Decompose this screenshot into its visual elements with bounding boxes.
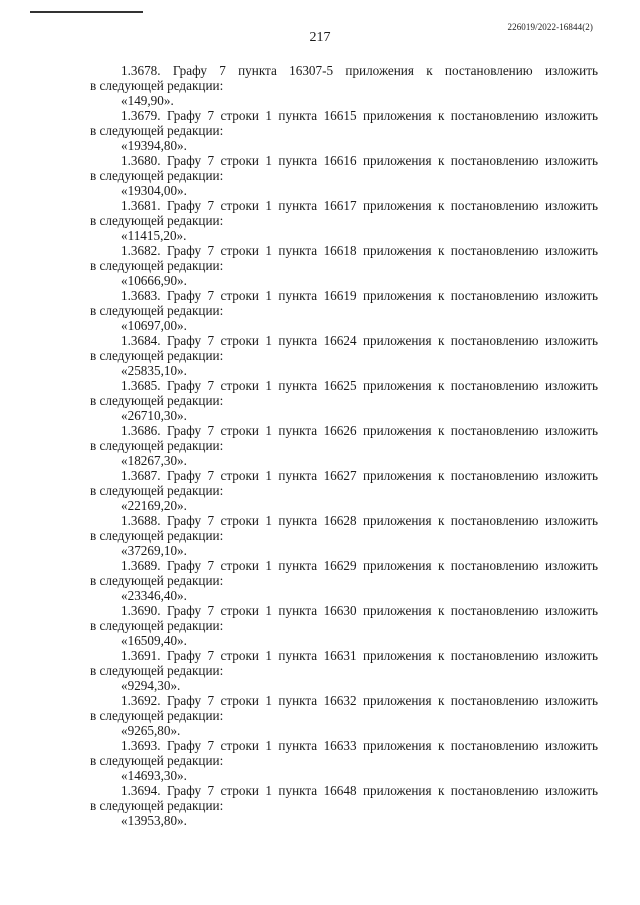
amendment-item [90, 693, 598, 738]
amendment-item [90, 333, 598, 378]
amendment-number: 1.3678. [121, 63, 161, 78]
amendment-item [90, 153, 598, 198]
amendment-text [90, 783, 598, 798]
amendment-item [90, 648, 598, 693]
amendment-continuation: в следующей редакции: [90, 753, 224, 768]
amendment-item [90, 63, 598, 108]
amendment-text [90, 423, 598, 438]
amendment-text [90, 243, 598, 258]
amendment-text [90, 513, 598, 528]
amendment-number: 1.3694. [121, 783, 161, 798]
amendment-instruction: Графу 7 строки 1 пункта 16625 приложения к постановлению изложить [167, 378, 598, 393]
amendment-number: 1.3680. [121, 153, 161, 168]
amendment-number: 1.3683. [121, 288, 161, 303]
amendment-number: 1.3679. [121, 108, 161, 123]
amendment-continuation: в следующей редакции: [90, 573, 224, 588]
amendment-text [90, 63, 598, 78]
amendment-number: 1.3688. [121, 513, 161, 528]
amendment-number: 1.3682. [121, 243, 161, 258]
header-rule [30, 11, 143, 13]
amendment-text [90, 378, 598, 393]
amendment-number: 1.3690. [121, 603, 161, 618]
amendment-item [90, 603, 598, 648]
amendment-instruction: Графу 7 строки 1 пункта 16627 приложения к постановлению изложить [167, 468, 598, 483]
amendment-continuation: в следующей редакции: [90, 348, 224, 363]
amendment-number: 1.3685. [121, 378, 161, 393]
amendment-value: «10666,90». [121, 273, 187, 288]
amendment-item [90, 468, 598, 513]
amendment-value: «23346,40». [121, 588, 187, 603]
amendment-item [90, 423, 598, 468]
document-id: 226019/2022-16844(2) [507, 22, 593, 32]
amendment-value: «9265,80». [121, 723, 181, 738]
amendment-continuation: в следующей редакции: [90, 618, 224, 633]
amendment-continuation: в следующей редакции: [90, 663, 224, 678]
amendment-number: 1.3684. [121, 333, 161, 348]
amendment-instruction: Графу 7 строки 1 пункта 16632 приложения к постановлению изложить [167, 693, 598, 708]
amendment-text [90, 693, 598, 708]
amendment-value: «13953,80». [121, 813, 187, 828]
amendment-value: «25835,10». [121, 363, 187, 378]
amendment-instruction: Графу 7 строки 1 пункта 16615 приложения к постановлению изложить [167, 108, 598, 123]
amendment-value: «16509,40». [121, 633, 187, 648]
amendment-continuation: в следующей редакции: [90, 78, 224, 93]
amendment-item [90, 198, 598, 243]
amendment-number: 1.3687. [121, 468, 161, 483]
amendment-continuation: в следующей редакции: [90, 798, 224, 813]
amendment-instruction: Графу 7 строки 1 пункта 16648 приложения к постановлению изложить [167, 783, 598, 798]
amendment-instruction: Графу 7 строки 1 пункта 16617 приложения к постановлению изложить [167, 198, 598, 213]
amendment-item [90, 738, 598, 783]
amendment-continuation: в следующей редакции: [90, 393, 224, 408]
amendment-number: 1.3691. [121, 648, 161, 663]
amendment-instruction: Графу 7 строки 1 пункта 16633 приложения к постановлению изложить [167, 738, 598, 753]
amendment-text [90, 153, 598, 168]
amendment-text [90, 108, 598, 123]
amendment-value: «22169,20». [121, 498, 187, 513]
amendment-value: «26710,30». [121, 408, 187, 423]
amendment-item [90, 378, 598, 423]
amendment-instruction: Графу 7 пункта 16307-5 приложения к постановлению изложить [172, 63, 598, 78]
amendment-continuation: в следующей редакции: [90, 438, 224, 453]
amendment-value: «149,90». [121, 93, 174, 108]
amendment-item [90, 108, 598, 153]
amendment-text [90, 738, 598, 753]
amendment-instruction: Графу 7 строки 1 пункта 16631 приложения к постановлению изложить [167, 648, 598, 663]
amendment-text [90, 468, 598, 483]
amendment-instruction: Графу 7 строки 1 пункта 16629 приложения к постановлению изложить [167, 558, 598, 573]
amendment-value: «14693,30». [121, 768, 187, 783]
amendment-item [90, 288, 598, 333]
amendment-list [90, 63, 598, 828]
amendment-instruction: Графу 7 строки 1 пункта 16628 приложения к постановлению изложить [167, 513, 598, 528]
amendment-instruction: Графу 7 строки 1 пункта 16626 приложения к постановлению изложить [167, 423, 598, 438]
amendment-text [90, 648, 598, 663]
amendment-text [90, 288, 598, 303]
amendment-value: «37269,10». [121, 543, 187, 558]
amendment-value: «18267,30». [121, 453, 187, 468]
amendment-instruction: Графу 7 строки 1 пункта 16616 приложения к постановлению изложить [167, 153, 598, 168]
amendment-continuation: в следующей редакции: [90, 168, 224, 183]
amendment-continuation: в следующей редакции: [90, 528, 224, 543]
amendment-number: 1.3686. [121, 423, 161, 438]
amendment-number: 1.3689. [121, 558, 161, 573]
amendment-value: «9294,30». [121, 678, 181, 693]
amendment-item [90, 558, 598, 603]
amendment-instruction: Графу 7 строки 1 пункта 16630 приложения к постановлению изложить [167, 603, 598, 618]
amendment-text [90, 558, 598, 573]
page-number: 217 [309, 30, 331, 45]
amendment-continuation: в следующей редакции: [90, 708, 224, 723]
amendment-item [90, 243, 598, 288]
amendment-item [90, 513, 598, 558]
amendment-value: «10697,00». [121, 318, 187, 333]
amendment-text [90, 603, 598, 618]
amendment-item [90, 783, 598, 828]
amendment-value: «19394,80». [121, 138, 187, 153]
amendment-continuation: в следующей редакции: [90, 258, 224, 273]
amendment-number: 1.3692. [121, 693, 161, 708]
amendment-continuation: в следующей редакции: [90, 303, 224, 318]
amendment-continuation: в следующей редакции: [90, 483, 224, 498]
amendment-continuation: в следующей редакции: [90, 123, 224, 138]
amendment-instruction: Графу 7 строки 1 пункта 16624 приложения к постановлению изложить [167, 333, 598, 348]
amendment-number: 1.3693. [121, 738, 161, 753]
amendment-value: «19304,00». [121, 183, 187, 198]
amendment-value: «11415,20». [121, 228, 187, 243]
amendment-instruction: Графу 7 строки 1 пункта 16619 приложения к постановлению изложить [167, 288, 598, 303]
amendment-instruction: Графу 7 строки 1 пункта 16618 приложения к постановлению изложить [167, 243, 598, 258]
amendment-text [90, 333, 598, 348]
amendment-number: 1.3681. [121, 198, 161, 213]
amendment-text [90, 198, 598, 213]
amendment-continuation: в следующей редакции: [90, 213, 224, 228]
